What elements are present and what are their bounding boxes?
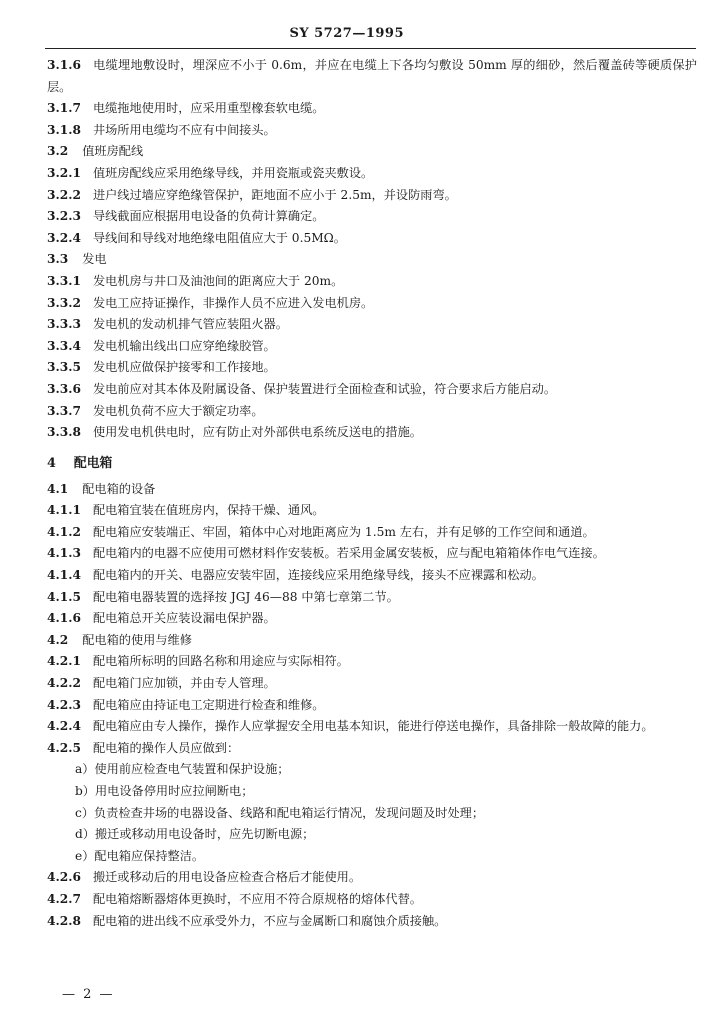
clause-number: 4.1.6 bbox=[47, 611, 81, 626]
clause-text: 配电箱内的电器不应使用可燃材料作安装板。若采用金属安装板，应与配电箱箱体作电气连接。 bbox=[92, 546, 605, 561]
clause-line bbox=[47, 401, 697, 423]
clause-text: 井场所用电缆均不应有中间接头。 bbox=[92, 122, 276, 137]
clause-number: 3.1.7 bbox=[47, 101, 81, 116]
clause-line bbox=[47, 867, 697, 889]
clause-line bbox=[47, 587, 697, 609]
clause-number: 4.2.3 bbox=[47, 697, 81, 712]
clause-text: 进户线过墙应穿绝缘管保护，距地面不应小于 2.5m，并设防雨弯。 bbox=[92, 187, 457, 202]
clause-text: c）负责检查井场的电器设备、线路和配电箱运行情况，发现问题及时处理； bbox=[75, 805, 485, 820]
clause-number: 4.2.5 bbox=[47, 740, 81, 755]
clause-text: 配电箱的进出线不应承受外力，不应与金属断口和腐蚀介质接触。 bbox=[92, 913, 447, 928]
clause-number: 4.2.2 bbox=[47, 676, 81, 691]
clause-text: 配电箱的操作人员应做到： bbox=[92, 740, 240, 755]
clause-text: 配电箱总开关应装设漏电保护器。 bbox=[92, 611, 276, 626]
clause-line bbox=[47, 120, 697, 142]
clause-number: 3.2.1 bbox=[47, 165, 81, 180]
clause-text: 配电箱 bbox=[73, 455, 113, 471]
clause-text: 配电箱门应加锁，并由专人管理。 bbox=[92, 676, 276, 691]
clause-number: 3.2 bbox=[47, 144, 69, 159]
clause-line bbox=[47, 695, 697, 717]
chapter-heading bbox=[47, 453, 697, 475]
clause-paragraph bbox=[47, 543, 697, 565]
clause-number: 3.3.8 bbox=[47, 425, 81, 440]
clause-text: 电缆埋地敷设时，埋深应不小于 0.6m，并应在电缆上下各均匀敷设 50mm 厚的细砂，然后覆盖砖等硬质保护层。 bbox=[47, 58, 697, 94]
clause-text: 发电机房与井口及油池间的距离应大于 20m。 bbox=[92, 273, 344, 288]
clause-number: 3.3.3 bbox=[47, 317, 81, 332]
clause-number: 3.2.4 bbox=[47, 230, 81, 245]
clause-text: 配电箱内的开关、电器应安装牢固，连接线应采用绝缘导线，接头不应裸露和松动。 bbox=[92, 568, 544, 583]
clause-number: 4.1.3 bbox=[47, 546, 81, 561]
standard-code-header: SY 5727—1995 bbox=[289, 26, 404, 41]
clause-number: 4.2.1 bbox=[47, 654, 81, 669]
clause-number: 3.3 bbox=[47, 252, 69, 267]
clause-line bbox=[47, 422, 697, 444]
section-heading bbox=[47, 141, 697, 163]
clause-line bbox=[47, 673, 697, 695]
clause-number: 4.2 bbox=[47, 632, 69, 647]
clause-text: 值班房配线 bbox=[82, 144, 144, 159]
document-body bbox=[47, 55, 697, 932]
clause-line bbox=[47, 336, 697, 358]
clause-line bbox=[47, 911, 697, 933]
clause-number: 4.1 bbox=[47, 481, 69, 496]
clause-number: 4.1.4 bbox=[47, 568, 81, 583]
clause-text: 配电箱电器装置的选择按 JGJ 46—88 中第七章第二节。 bbox=[92, 589, 399, 604]
clause-paragraph bbox=[47, 55, 697, 98]
clause-paragraph bbox=[47, 716, 697, 738]
clause-text: 值班房配线应采用绝缘导线，并用瓷瓶或瓷夹敷设。 bbox=[92, 165, 374, 180]
clause-number: 4.2.7 bbox=[47, 891, 81, 906]
clause-text: 配电箱所标明的回路名称和用途应与实际相符。 bbox=[92, 654, 349, 669]
clause-text: 发电工应持证操作，非操作人员不应进入发电机房。 bbox=[92, 295, 374, 310]
clause-line bbox=[47, 889, 697, 911]
clause-text: b）用电设备停用时应拉闸断电； bbox=[75, 784, 254, 798]
clause-number: 3.2.2 bbox=[47, 187, 81, 202]
clause-text: 发电机输出线出口应穿绝缘胶管。 bbox=[92, 338, 276, 353]
clause-number: 3.3.2 bbox=[47, 295, 81, 310]
header-rule bbox=[45, 48, 696, 49]
clause-number: 3.3.5 bbox=[47, 360, 81, 375]
clause-line bbox=[47, 651, 697, 673]
clause-text: 配电箱应由专人操作，操作人应掌握安全用电基本知识，能进行停送电操作，具备排除一般故障的能力。 bbox=[92, 719, 654, 734]
clause-line bbox=[47, 314, 697, 336]
page-number: — 2 — bbox=[62, 987, 115, 1002]
clause-line bbox=[47, 228, 697, 250]
clause-number: 4.1.1 bbox=[47, 503, 81, 518]
list-item bbox=[47, 824, 697, 846]
clause-text: 发电机应做保护接零和工作接地。 bbox=[92, 360, 276, 375]
clause-number: 4.1.2 bbox=[47, 524, 81, 539]
clause-number: 3.1.8 bbox=[47, 122, 81, 137]
clause-line bbox=[47, 379, 697, 401]
clause-number: 3.3.4 bbox=[47, 338, 81, 353]
clause-text: 搬迁或移动后的用电设备应检查合格后才能使用。 bbox=[92, 870, 362, 885]
clause-text: 电缆拖地使用时，应采用重型橡套软电缆。 bbox=[92, 101, 325, 116]
clause-text: 使用发电机供电时，应有防止对外部供电系统反送电的措施。 bbox=[92, 425, 422, 440]
clause-line bbox=[47, 738, 697, 760]
clause-number: 3.1.6 bbox=[47, 58, 81, 72]
clause-text: 配电箱应安装端正、牢固，箱体中心对地距离应为 1.5m 左右，并有足够的工作空间和通道。 bbox=[92, 524, 595, 539]
clause-number: 3.2.3 bbox=[47, 209, 81, 224]
clause-text: 发电 bbox=[82, 252, 107, 267]
clause-text: a）使用前应检查电气装置和保护设施； bbox=[75, 762, 290, 777]
clause-line bbox=[47, 185, 697, 207]
clause-number: 3.3.6 bbox=[47, 381, 81, 396]
section-heading bbox=[47, 479, 697, 501]
clause-text: 发电机负荷不应大于额定功率。 bbox=[92, 403, 264, 418]
list-item bbox=[47, 803, 697, 825]
clause-number: 4.2.8 bbox=[47, 913, 81, 928]
clause-text: 配电箱的设备 bbox=[82, 481, 156, 496]
section-heading bbox=[47, 630, 697, 652]
list-item bbox=[47, 846, 697, 868]
clause-text: 发电机的发动机排气管应装阻火器。 bbox=[92, 317, 288, 332]
clause-line bbox=[47, 608, 697, 630]
list-item bbox=[47, 759, 697, 781]
clause-number: 4.2.4 bbox=[47, 719, 81, 734]
clause-text: 配电箱宜装在值班房内，保持干燥、通风。 bbox=[92, 503, 325, 518]
clause-text: d）搬迁或移动用电设备时，应先切断电源； bbox=[75, 827, 315, 842]
clause-text: 配电箱熔断器熔体更换时，不应用不符合原规格的熔体代替。 bbox=[92, 891, 422, 906]
clause-line bbox=[47, 271, 697, 293]
clause-line bbox=[47, 98, 697, 120]
clause-text: 配电箱应由持证电工定期进行检查和维修。 bbox=[92, 697, 325, 712]
clause-line bbox=[47, 357, 697, 379]
clause-line bbox=[47, 500, 697, 522]
clause-number: 4.2.6 bbox=[47, 870, 81, 885]
clause-text: 导线截面应根据用电设备的负荷计算确定。 bbox=[92, 209, 325, 224]
section-heading bbox=[47, 249, 697, 271]
clause-number: 4.1.5 bbox=[47, 589, 81, 604]
list-item bbox=[47, 781, 697, 803]
clause-line bbox=[47, 522, 697, 544]
clause-text: 配电箱的使用与维修 bbox=[82, 632, 192, 647]
clause-number: 4 bbox=[47, 455, 56, 471]
clause-number: 3.3.1 bbox=[47, 273, 81, 288]
clause-line bbox=[47, 163, 697, 185]
clause-text: 发电前应对其本体及附属设备、保护装置进行全面检查和试验，符合要求后方能启动。 bbox=[92, 381, 557, 396]
clause-number: 3.3.7 bbox=[47, 403, 81, 418]
clause-text: 导线间和导线对地绝缘电阻值应大于 0.5MΩ。 bbox=[92, 230, 346, 245]
clause-text: e）配电箱应保持整洁。 bbox=[75, 848, 205, 863]
clause-line bbox=[47, 565, 697, 587]
clause-line bbox=[47, 293, 697, 315]
clause-line bbox=[47, 206, 697, 228]
